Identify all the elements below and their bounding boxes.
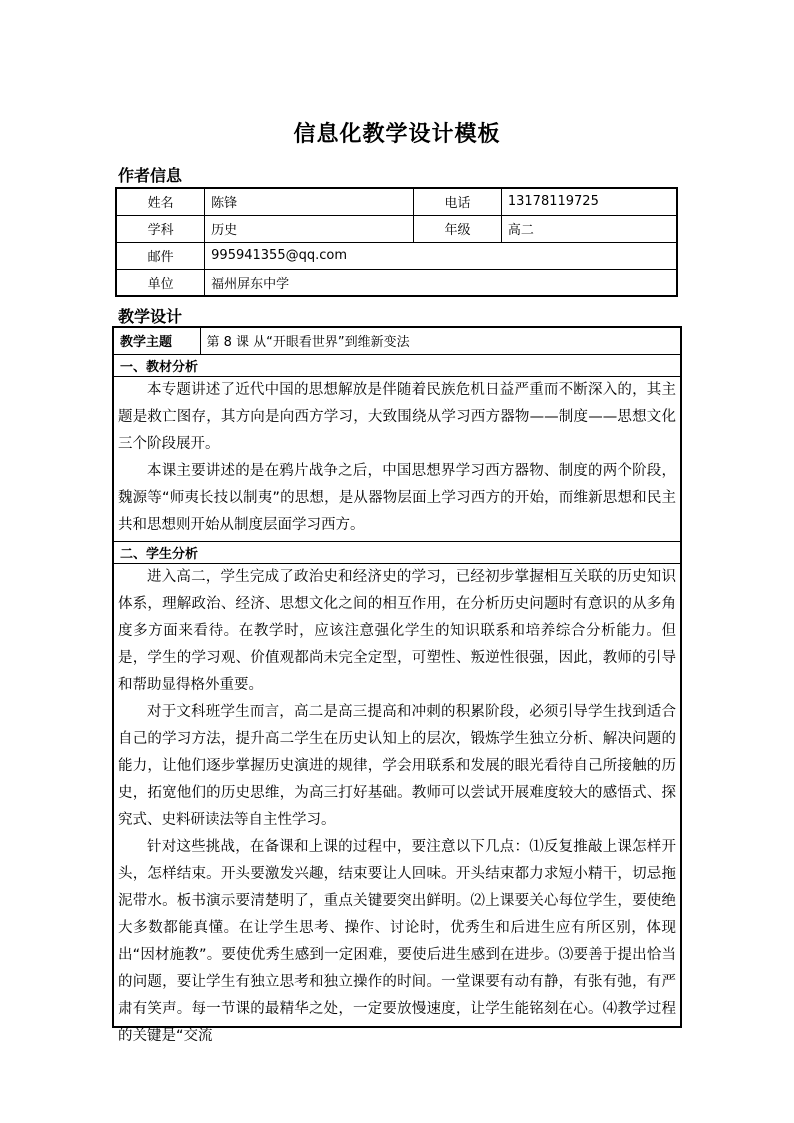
table-row — [116, 269, 677, 296]
organization-value: 福州屏东中学 — [205, 269, 677, 296]
table-row — [113, 541, 681, 563]
material-analysis-title: 一、教材分析 — [113, 354, 681, 376]
author-info-table — [115, 187, 678, 297]
grade-label: 年级 — [414, 215, 502, 242]
table-row — [113, 327, 681, 354]
phone-value: 13178119725 — [501, 188, 677, 215]
table-row — [113, 563, 681, 1027]
design-section-heading: 教学设计 — [118, 307, 183, 326]
subject-value: 历史 — [205, 215, 414, 242]
table-row — [116, 242, 677, 269]
email-label: 邮件 — [116, 242, 205, 269]
paragraph: 本课主要讲述的是在鸦片战争之后，中国思想界学习西方器物、制度的两个阶段，魏源等“师夷长技以制夷”的思想，是从器物层面上学习西方的开始，而维新思想和民主共和思想则开始从制度层面学习西方。 — [118, 462, 676, 533]
table-row — [116, 215, 677, 242]
organization-label: 单位 — [116, 269, 205, 296]
subject-label: 学科 — [116, 215, 205, 242]
name-label: 姓名 — [116, 188, 205, 215]
table-row — [113, 376, 681, 541]
student-analysis-title: 二、学生分析 — [113, 541, 681, 563]
table-row — [113, 354, 681, 376]
teaching-design-table — [112, 326, 682, 1044]
phone-label: 电话 — [414, 188, 502, 215]
page-title: 信息化教学设计模板 — [293, 122, 501, 147]
grade-value: 高二 — [501, 215, 677, 242]
paragraph: 进入高二，学生完成了政治史和经济史的学习，已经初步掌握相互关联的历史知识体系，理解政治、经济、思想文化之间的相互作用，在分析历史问题时有意识的从多角度多方面来看待。在教学时，应该注意强化学生的知识联系和培养综合分析能力。但是，学生的学习观、价值观都尚未完全定型，可塑性、叛逆性很强，因此，教师的引导和帮助显得格外重要。 — [118, 568, 676, 693]
paragraph: 本专题讲述了近代中国的思想解放是伴随着民族危机日益严重而不断深入的，其主题是救亡图存，其方向是向西方学习，大致围绕从学习西方器物——制度——思想文化三个阶段展开。 — [118, 381, 676, 452]
topic-label: 教学主题 — [113, 327, 200, 354]
student-analysis-body — [113, 563, 681, 1044]
topic-value: 第 8 课 从“开眼看世界”到维新变法 — [200, 327, 681, 354]
material-analysis-body — [113, 376, 681, 541]
paragraph: 对于文科班学生而言，高二是高三提高和冲刺的积累阶段，必须引导学生找到适合自己的学习方法，提升高二学生在历史认知上的层次，锻炼学生独立分析、解决问题的能力，让他们逐步掌握历史演进的规律，学会用联系和发展的眼光看待自己所接触的历史，拓宽他们的历史思维，为高三打好基础。教师可以尝试开展难度较大的感悟式、探究式、史料研读法等自主性学习。 — [118, 703, 676, 828]
paragraph: 针对这些挑战，在备课和上课的过程中，要注意以下几点：⑴反复推敲上课怎样开头，怎样结束。开头要激发兴趣，结束要让人回味。开头结束都力求短小精干，切忌拖泥带水。板书演示要清楚明了，重点关键要突出鲜明。⑵上课要关心每位学生，要使绝大多数都能真懂。在让学生思考、操作、讨论时，优秀生和后进生应有所区别，体现出“因材施教”。要使优秀生感到一定困难，要使后进生感到在进步。⑶要善于提出恰当的问题，要让学生有独立思考和独立操作的时间。一堂课要有动有静，有张有弛，有严肃有笑声。每一节课的最精华之处，一定要放慢速度，让学生能铭刻在心。⑷教学过程的关键是“交流 — [118, 838, 676, 1044]
author-section-heading: 作者信息 — [118, 166, 183, 185]
email-value: 995941355@qq.com — [205, 242, 677, 269]
table-row — [116, 188, 677, 215]
name-value: 陈锋 — [205, 188, 414, 215]
